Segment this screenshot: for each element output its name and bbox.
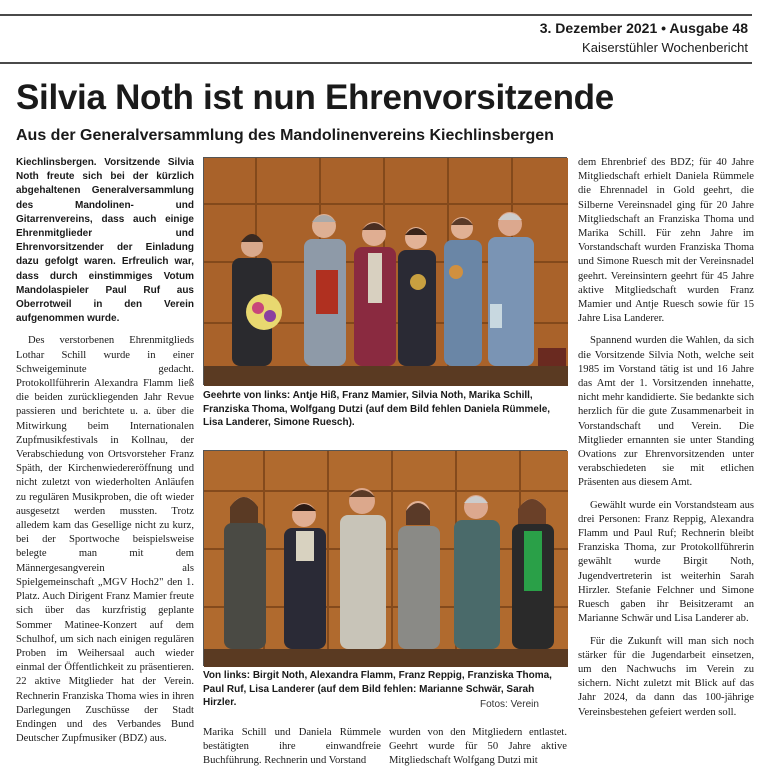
column-right xyxy=(578,156,754,768)
article-paragraph: dem Ehrenbrief des BDZ; für 40 Jahre Mitgliedschaft erhielt Daniela Rümmele die Ehrennadel in Gold geehrt, die Silberne Vereinsnadel ging für 20 Jahre Mitgliedschaft an Franziska Thoma und Marika Schill. Für zehn Jahre im Vorstandschaft wurden Franziska Thoma und Simone Ruesch mit der Vereinsnadel geehrt. Vereinsintern geehrt für 45 Jahre aktive Mitgliedschaft wurden Franz Mamier und Antje Ruesch sowie für 15 Jahre Lisa Landerer. xyxy=(578,157,754,325)
article-paragraph: Des verstorbenen Ehrenmitglieds Lothar Schill wurde in einer Schweigeminute gedacht. Protokollführerin Alexandra Flamm ließ die beiden zurückliegenden Jahr Revue passieren und berichtete u. a. über die Mitwirkung beim Internationalen Zupfmusikfestivals in Kollnau, der Verabschiedung von Ortsvorsteher Franz Späth, der Kirchenwiedereröffnung und nicht zuletzt von wiederholten Anläufen zu regulären Musikproben, die oft wieder ausgesetzt werden mussten. Trotz alledem kam das Gesellige nicht zu kurz, bei der Sportwoche beispielsweise belegte man mit dem Männergesangverein als Spielgemeinschaft „MGV Hoch2" den 1. Platz. Auch Dirigent Franz Mamier freute sich über das kurzfristig geplante Sommer Matinee-Konzert auf dem Schulhof, um sich nach einigen regulären Proben im Weihersaal auch wieder einmal der Öffentlichkeit zu präsentieren. 22 aktive Mitglieder hat der Verein. Rechnerin Franziska Thoma wies in ihren Darlegungen Zuschüsse der Stadt Endingen und des Verbandes Bund Deutscher Zupfmusiker (BDZ) aus. xyxy=(16,335,194,745)
article-paragraph: Spannend wurden die Wahlen, da sich die Vorsitzende Silvia Noth, welche seit 1985 im Vorstand tätig ist und 16 Jahre das Amt der 1. Vorsitzenden innehatte, nicht mehr kandidierte. Sie bedankte sich herzlich für die gute Zusammenarbeit in Vorstandschaft und Verein. Die Mitglieder ernannten sie unter Standing Ovations zur Ehrenvorsitzenden unter verabschiedeten sie mit etlichen Präsenten aus diesem Amt. xyxy=(578,335,754,489)
photo-board-image xyxy=(204,451,568,667)
article-paragraph: Gewählt wurde ein Vorstandsteam aus drei Personen: Franz Reppig, Alexandra Flamm und Paul Ruf; Rechnerin bleibt Franziska Thoma, zur Protokollführerin gewählt wurde Birgit Noth, Jugendvertreterin ist weiterhin Sarah Hirzler. Stefanie Felchner und Simone Ruesch gaben ihr Beisitzeramt an Marianne Schwär und Lisa Landerer ab. xyxy=(578,499,754,625)
photo-board-caption: Von links: Birgit Noth, Alexandra Flamm, Franz Reppig, Franziska Thoma, Paul Ruf, Lisa Landerer (auf dem Bild fehlen: Marianne Schwär, Sarah Hirzler. xyxy=(203,670,552,708)
photo-honorees-image xyxy=(204,158,568,386)
column-middle-right xyxy=(389,726,567,769)
photo-honorees-caption: Geehrte von links: Antje Hiß, Franz Mamier, Silvia Noth, Marika Schill, Franziska Thoma, Wolfgang Dutzi (auf dem Bild fehlen Daniela Rümmele, Lisa Landerer, Simone Ruesch). xyxy=(203,390,551,428)
article-paragraph: Für die Zukunft will man sich noch stärker für die Jugendarbeit einsetzen, um den Nachwuchs im Verein zu sichern. Nicht zuletzt mit Blick auf das Jahr 2024, da dann das 100-jährige Vereinsbestehen gefeiert werden soll. xyxy=(578,635,754,718)
photo-board xyxy=(203,450,567,666)
publication-name: Kaiserstühler Wochenbericht xyxy=(582,40,748,55)
article-paragraph: Marika Schill und Daniela Rümmele bestätigten ihre einwandfreie Buchführung. Rechnerin und Vorstand xyxy=(203,727,381,767)
article-paragraph: wurden von den Mitgliedern entlastet. Geehrt wurde für 50 Jahre aktive Mitgliedschaft Wolfgang Dutzi mit xyxy=(389,727,567,767)
header-rule xyxy=(0,62,752,64)
photo-honorees xyxy=(203,157,567,385)
article-lead: Kiechlinsbergen. Vorsitzende Silvia Noth freute sich bei der kürzlich abgehaltenen Generalversammlung des Mandolinen- und Gitarrenvereins, dass auch einige Ehrenmitglieder und Ehrenvorsitzender der Einladung dazu gefolgt waren. Erfreulich war, dass durch einstimmiges Votum Mandolaspieler Paul Ruf aus Oberrotweil in den Verein aufgenommen wurde. xyxy=(16,157,194,325)
photo-credit: Fotos: Verein xyxy=(480,699,539,710)
issue-date: 3. Dezember 2021 • Ausgabe 48 xyxy=(539,20,748,36)
article-headline: Silvia Noth ist nun Ehrenvorsitzende xyxy=(16,78,614,117)
top-rule xyxy=(0,14,752,16)
article-subheadline: Aus der Generalversammlung des Mandolinenvereins Kiechlinsbergen xyxy=(16,127,554,144)
column-left xyxy=(16,156,194,745)
column-middle-left xyxy=(203,726,381,769)
